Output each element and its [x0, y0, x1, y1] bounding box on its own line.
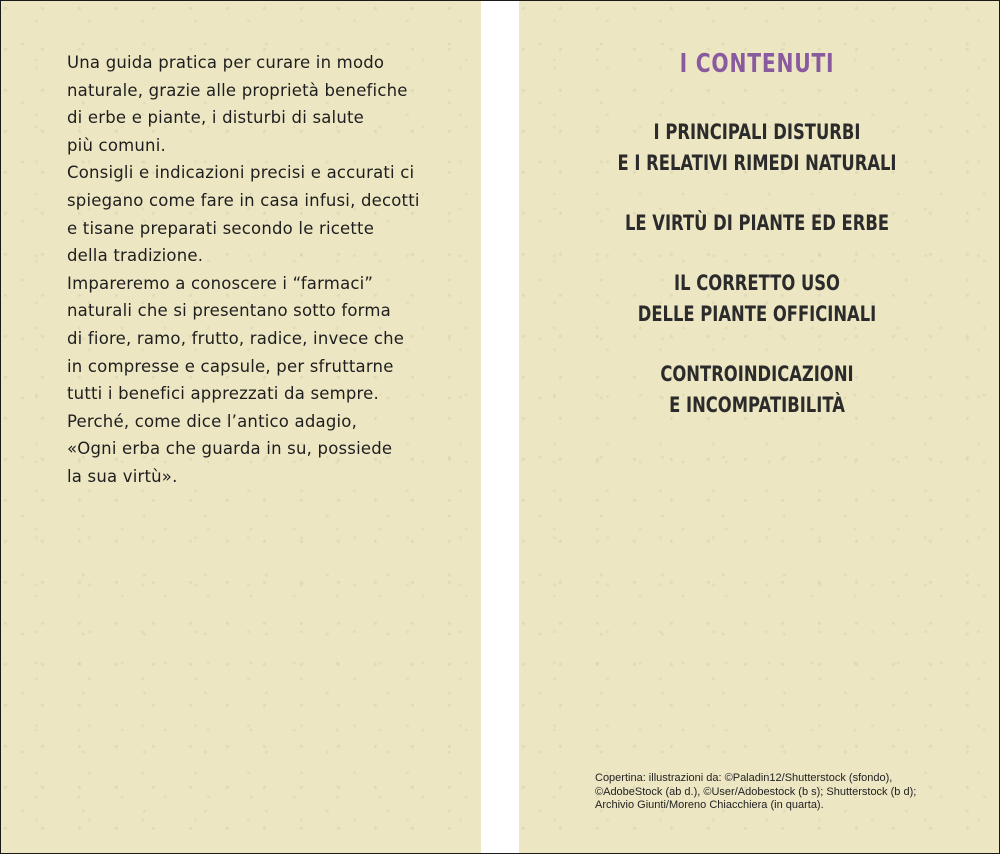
- text-line: della tradizione.: [67, 246, 204, 266]
- text-line: spiegano come fare in casa infusi, decotti: [67, 190, 420, 210]
- contents-item-line: LE VIRTÙ DI PIANTE ED ERBE: [624, 211, 890, 235]
- contents-item-line: I PRINCIPALI DISTURBI: [653, 120, 861, 144]
- text-line: in compresse e capsule, per sfruttarne: [67, 356, 394, 376]
- text-line: tutti i benefici apprezzati da sempre.: [67, 384, 379, 404]
- contents-list: [519, 117, 995, 450]
- text-line: più comuni.: [67, 135, 166, 155]
- contents-item-virtu: [571, 208, 942, 239]
- text-line: di erbe e piante, i disturbi di salute: [67, 108, 365, 128]
- text-line: Consigli e indicazioni precisi e accurati ci: [67, 163, 415, 183]
- contents-item-line: E I RELATIVI RIMEDI NATURALI: [617, 151, 897, 175]
- image-credits: [595, 772, 975, 813]
- text-line: naturali che si presentano sotto forma: [67, 301, 391, 321]
- text-line: di fiore, ramo, frutto, radice, invece che: [67, 328, 405, 348]
- contents-item-line: DELLE PIANTE OFFICINALI: [637, 302, 877, 326]
- intro-text: [67, 49, 427, 491]
- text-line: Perché, come dice l’antico adagio,: [67, 411, 358, 431]
- credits-line: Archivio Giunti/Moreno Chiacchiera (in quarta).: [595, 799, 824, 812]
- credits-line: ©AdobeStock (ab d.), ©User/Adobestock (b s); Shutterstock (b d);: [595, 785, 917, 798]
- contents-item-disturbi: [571, 117, 942, 179]
- contents-item-line: E INCOMPATIBILITÀ: [669, 393, 845, 417]
- contents-item-controindicazioni: [571, 359, 942, 421]
- contents-item-line: IL CORRETTO USO: [674, 271, 840, 295]
- credits-line: Copertina: illustrazioni da: ©Paladin12/Shutterstock (sfondo),: [595, 772, 893, 784]
- text-line: Impareremo a conoscere i “farmaci”: [67, 273, 374, 293]
- text-line: naturale, grazie alle proprietà benefiche: [67, 80, 408, 100]
- contents-title: I CONTENUTI: [679, 49, 835, 79]
- intro-paragraph: [67, 270, 427, 491]
- text-line: e tisane preparati secondo le ricette: [67, 218, 375, 238]
- intro-paragraph: [67, 49, 427, 159]
- text-line: la sua virtù».: [67, 466, 178, 486]
- left-page: [1, 1, 481, 853]
- intro-paragraph: [67, 159, 427, 269]
- text-line: Una guida pratica per curare in modo: [67, 53, 385, 72]
- contents-item-uso: [571, 268, 942, 330]
- right-page: [519, 1, 999, 853]
- contents-item-line: CONTROINDICAZIONI: [660, 362, 854, 386]
- text-line: «Ogni erba che guarda in su, possiede: [67, 439, 393, 459]
